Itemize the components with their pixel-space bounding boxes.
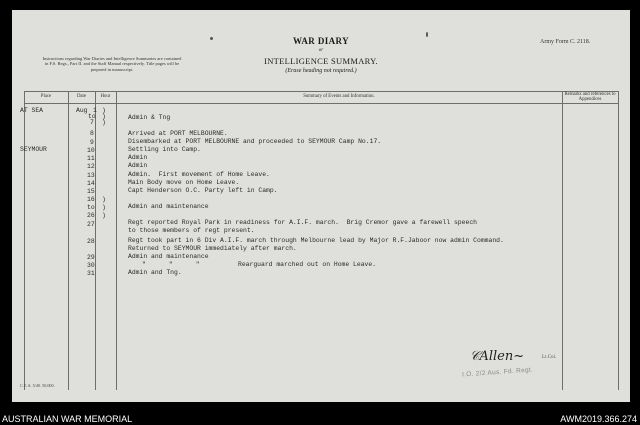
entry-text: Settling into Camp.	[128, 146, 201, 153]
punch-mark	[210, 37, 213, 40]
date-cell: 15	[87, 188, 95, 195]
date-cell: 26	[87, 212, 95, 219]
date-cell: 28	[87, 238, 95, 245]
table-border-left	[24, 91, 25, 390]
ditto-marks: " " "	[142, 261, 200, 268]
brace-mark: )	[102, 212, 106, 219]
table-border-right	[618, 91, 619, 390]
or-label: or	[318, 48, 324, 53]
brace-mark: )	[102, 113, 106, 120]
entry-text: to those members of regt present.	[128, 227, 255, 234]
column-header-remarks: Remarks and references to Appendices	[564, 92, 616, 103]
instructions-text: Instructions regarding War Diaries and Intelligence Summaries are contained in F.S. Regs., Part II. and the Staff Manual respectively. Title pages will be prepared in manuscript.	[42, 56, 182, 72]
entry-text: Admin & Tng	[128, 114, 171, 121]
date-cell: 31	[87, 270, 95, 277]
date-cell: 14	[87, 180, 95, 187]
date-cell: 16	[87, 196, 95, 203]
entry-text: Admin and maintenance	[128, 253, 209, 260]
column-divider	[95, 91, 96, 390]
date-month: Aug	[76, 107, 88, 114]
entry-text: Main Body move on Home Leave.	[128, 179, 240, 186]
footer-institution: AUSTRALIAN WAR MEMORIAL	[2, 414, 133, 424]
diary-subtitle: INTELLIGENCE SUMMARY.	[264, 56, 378, 66]
date-cell: 13	[87, 172, 95, 179]
entry-text: Admin	[128, 154, 148, 161]
entry-text: Regt reported Royal Park in readiness for A.I.F. march. Brig Cremor gave a farewell speech	[128, 219, 477, 226]
column-divider	[68, 91, 69, 390]
brace-mark: )	[102, 107, 106, 114]
date-cell: 27	[87, 221, 95, 228]
handwritten-signature: 𝒞Allen~	[470, 349, 525, 364]
column-header-summary: Summary of Events and Information.	[303, 94, 375, 99]
signature-rank: Lt.Col.	[542, 355, 557, 360]
place-at-sea: AT SEA	[20, 107, 44, 114]
date-cell: 11	[87, 155, 95, 162]
entry-text: Returned to SEYMOUR immediately after march.	[128, 245, 297, 252]
entry-text: Capt Henderson O.C. Party left in Camp.	[128, 187, 278, 194]
table-header-rule	[24, 103, 618, 104]
entry-text: Rearguard marched out on Home Leave.	[238, 261, 377, 268]
date-cell: 1	[93, 107, 97, 114]
diary-title: WAR DIARY	[292, 36, 350, 46]
table-top-rule	[24, 91, 618, 92]
date-cell: 12	[87, 163, 95, 170]
entry-text: Admin and Tng.	[128, 269, 182, 276]
date-cell: to	[87, 204, 95, 211]
date-cell: 10	[87, 147, 95, 154]
date-cell: 8	[90, 130, 94, 137]
column-header-date: Date	[76, 94, 87, 99]
date-cell: 29	[87, 254, 95, 261]
entry-text: Admin. First movement of Home Leave.	[128, 171, 270, 178]
brace-mark: )	[102, 204, 106, 211]
print-code: C.E.A. 5/40. 50,000.	[20, 383, 55, 388]
date-cell: 9	[90, 139, 94, 146]
entry-text: Admin	[128, 162, 148, 169]
footer-accession-number: AWM2019.366.274	[560, 414, 637, 424]
erase-note: (Erase heading not required.)	[285, 68, 357, 74]
date-cell: 30	[87, 262, 95, 269]
form-number: Army Form C. 2118.	[540, 39, 591, 45]
punch-mark	[426, 32, 428, 37]
date-cell: 7	[90, 119, 94, 126]
entry-text: Disembarked at PORT MELBOURNE and proceeded to SEYMOUR Camp No.17.	[128, 138, 382, 145]
column-header-hour: Hour	[100, 94, 111, 99]
brace-mark: )	[102, 196, 106, 203]
entry-text: Regt took part in 6 Div A.I.F. march through Melbourne lead by Major R.F.Jaboor now admin Command.	[128, 237, 504, 244]
brace-mark: )	[102, 119, 106, 126]
entry-text: Arrived at PORT MELBOURNE.	[128, 130, 228, 137]
date-cell: to	[88, 113, 96, 120]
column-divider	[116, 91, 117, 390]
place-seymour: SEYMOUR	[20, 146, 47, 153]
entry-text: Admin and maintenance	[128, 203, 209, 210]
column-header-place: Place	[40, 94, 52, 99]
diary-page	[12, 10, 630, 402]
unit-stamp: I.O. 2/2 Aus. Fd. Regt.	[461, 366, 534, 379]
column-divider	[562, 91, 563, 390]
